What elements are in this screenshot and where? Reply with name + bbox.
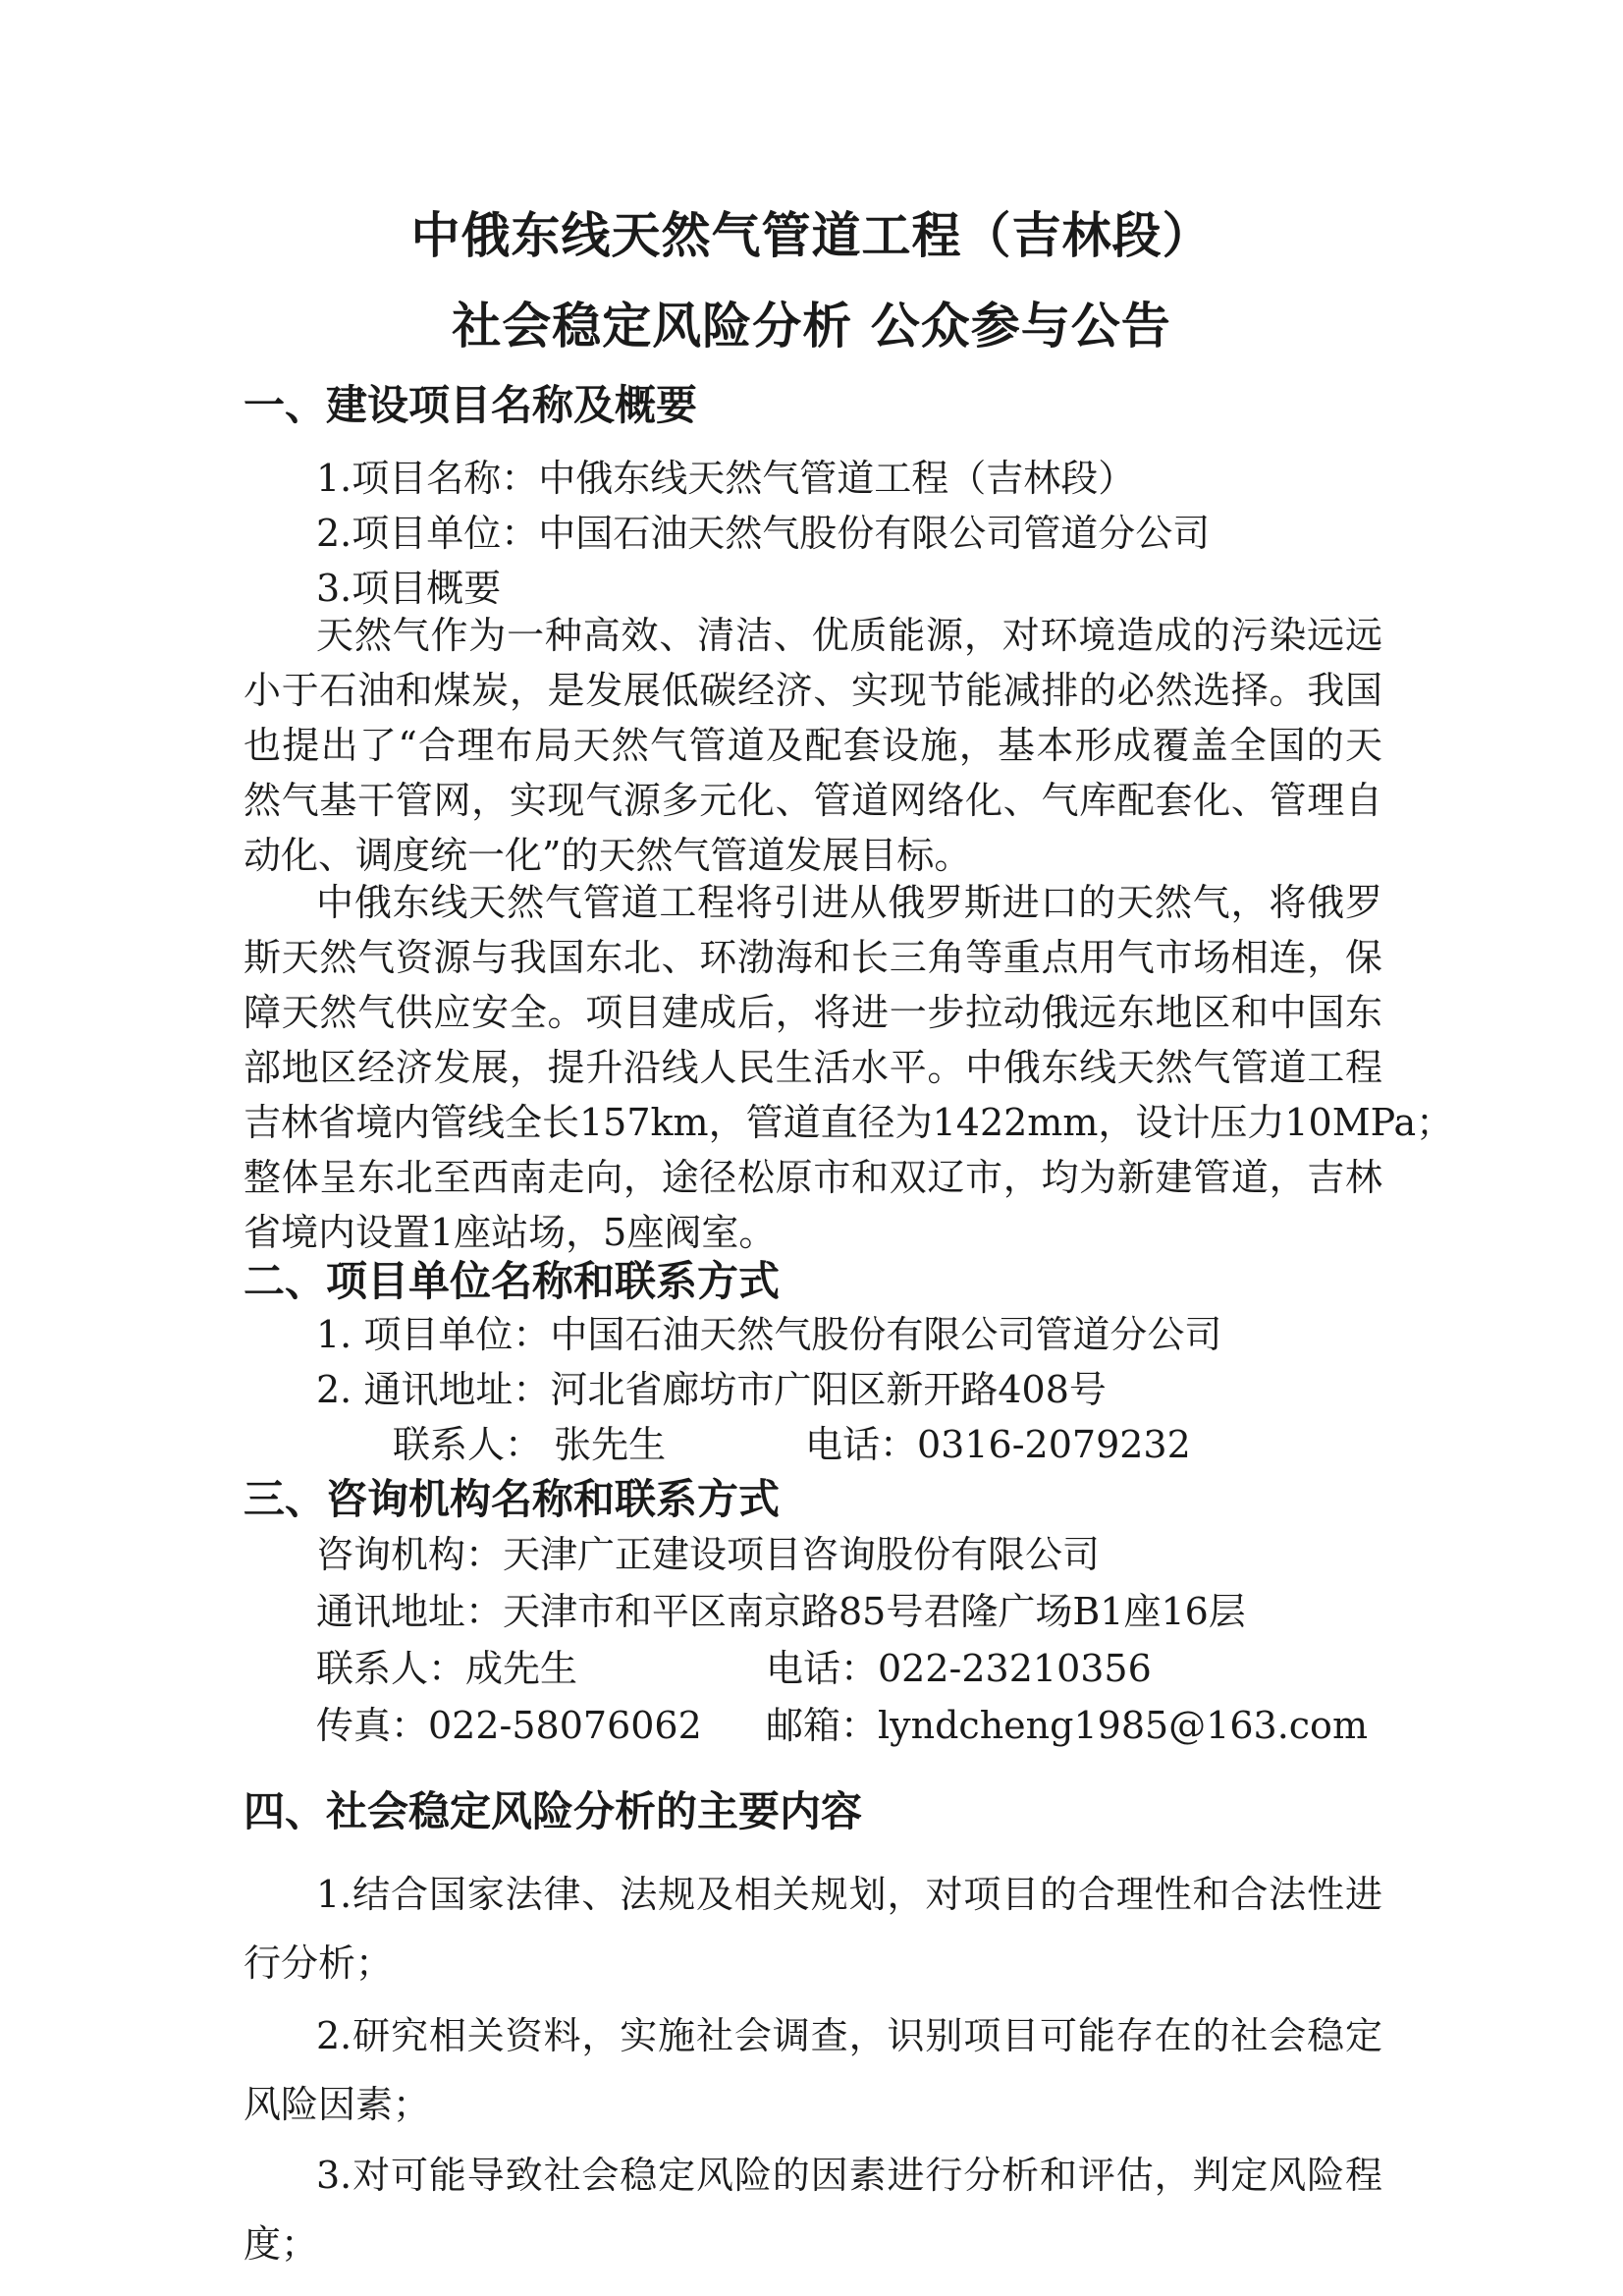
content-item: 1.结合国家法律、法规及相关规划，对项目的合理性和合法性进 bbox=[316, 1873, 1382, 1916]
para2-line: 省境内设置1座站场，5座阀室。 bbox=[243, 1211, 777, 1254]
para1-line: 天然气作为一种高效、清洁、优质能源，对环境造成的污染远远 bbox=[316, 614, 1382, 657]
para1-line: 动化、调度统一化”的天然气管道发展目标。 bbox=[243, 834, 972, 877]
agency-address: 通讯地址：天津市和平区南京路85号君隆广场B1座16层 bbox=[316, 1590, 1246, 1633]
unit-line: 1. 项目单位：中国石油天然气股份有限公司管道分公司 bbox=[316, 1313, 1222, 1356]
content-item: 2.研究相关资料，实施社会调查，识别项目可能存在的社会稳定 bbox=[316, 2014, 1382, 2057]
agency-fax: 传真：022-58076062 bbox=[316, 1704, 702, 1747]
section4-heading: 四、社会稳定风险分析的主要内容 bbox=[243, 1787, 863, 1835]
document-title-line1: 中俄东线天然气管道工程（吉林段） bbox=[410, 206, 1213, 264]
para1-line: 也提出了“合理布局天然气管道及配套设施，基本形成覆盖全国的天 bbox=[243, 724, 1382, 767]
para1-line: 然气基干管网，实现气源多元化、管道网络化、气库配套化、管理自 bbox=[243, 779, 1382, 822]
project-overview-label: 3.项目概要 bbox=[316, 567, 502, 610]
agency-email: 邮箱：lyndcheng1985@163.com bbox=[766, 1704, 1368, 1747]
para2-line: 障天然气供应安全。项目建成后，将进一步拉动俄远东地区和中国东 bbox=[243, 991, 1382, 1034]
section3-heading: 三、咨询机构名称和联系方式 bbox=[243, 1475, 781, 1523]
content-item-cont: 风险因素； bbox=[243, 2083, 431, 2126]
content-item: 3.对可能导致社会稳定风险的因素进行分析和评估，判定风险程 bbox=[316, 2154, 1382, 2197]
project-unit: 2.项目单位：中国石油天然气股份有限公司管道分公司 bbox=[316, 512, 1211, 555]
para2-line: 中俄东线天然气管道工程将引进从俄罗斯进口的天然气，将俄罗 bbox=[316, 881, 1382, 924]
para1-line: 小于石油和煤炭，是发展低碳经济、实现节能减排的必然选择。我国 bbox=[243, 669, 1382, 712]
contact-phone: 电话：0316-2079232 bbox=[805, 1423, 1191, 1466]
address-line: 2. 通讯地址：河北省廊坊市广阳区新开路408号 bbox=[316, 1368, 1107, 1411]
section1-heading: 一、建设项目名称及概要 bbox=[243, 381, 698, 429]
section2-heading: 二、项目单位名称和联系方式 bbox=[243, 1257, 781, 1305]
para2-line: 吉林省境内管线全长157km，管道直径为1422mm，设计压力10MPa； bbox=[243, 1101, 1454, 1144]
project-name: 1.项目名称：中俄东线天然气管道工程（吉林段） bbox=[316, 457, 1136, 500]
content-item-cont: 行分析； bbox=[243, 1941, 394, 1985]
agency-line: 咨询机构：天津广正建设项目咨询股份有限公司 bbox=[316, 1533, 1101, 1576]
document-title-line2: 社会稳定风险分析 公众参与公告 bbox=[452, 297, 1171, 355]
contact-person: 联系人： 张先生 bbox=[393, 1423, 667, 1466]
para2-line: 整体呈东北至西南走向，途径松原市和双辽市，均为新建管道，吉林 bbox=[243, 1156, 1382, 1199]
agency-phone: 电话：022-23210356 bbox=[766, 1647, 1152, 1690]
para2-line: 斯天然气资源与我国东北、环渤海和长三角等重点用气市场相连，保 bbox=[243, 936, 1382, 979]
para2-line: 部地区经济发展，提升沿线人民生活水平。中俄东线天然气管道工程 bbox=[243, 1046, 1382, 1089]
content-item-cont: 度； bbox=[243, 2222, 319, 2266]
agency-contact: 联系人：成先生 bbox=[316, 1647, 578, 1690]
